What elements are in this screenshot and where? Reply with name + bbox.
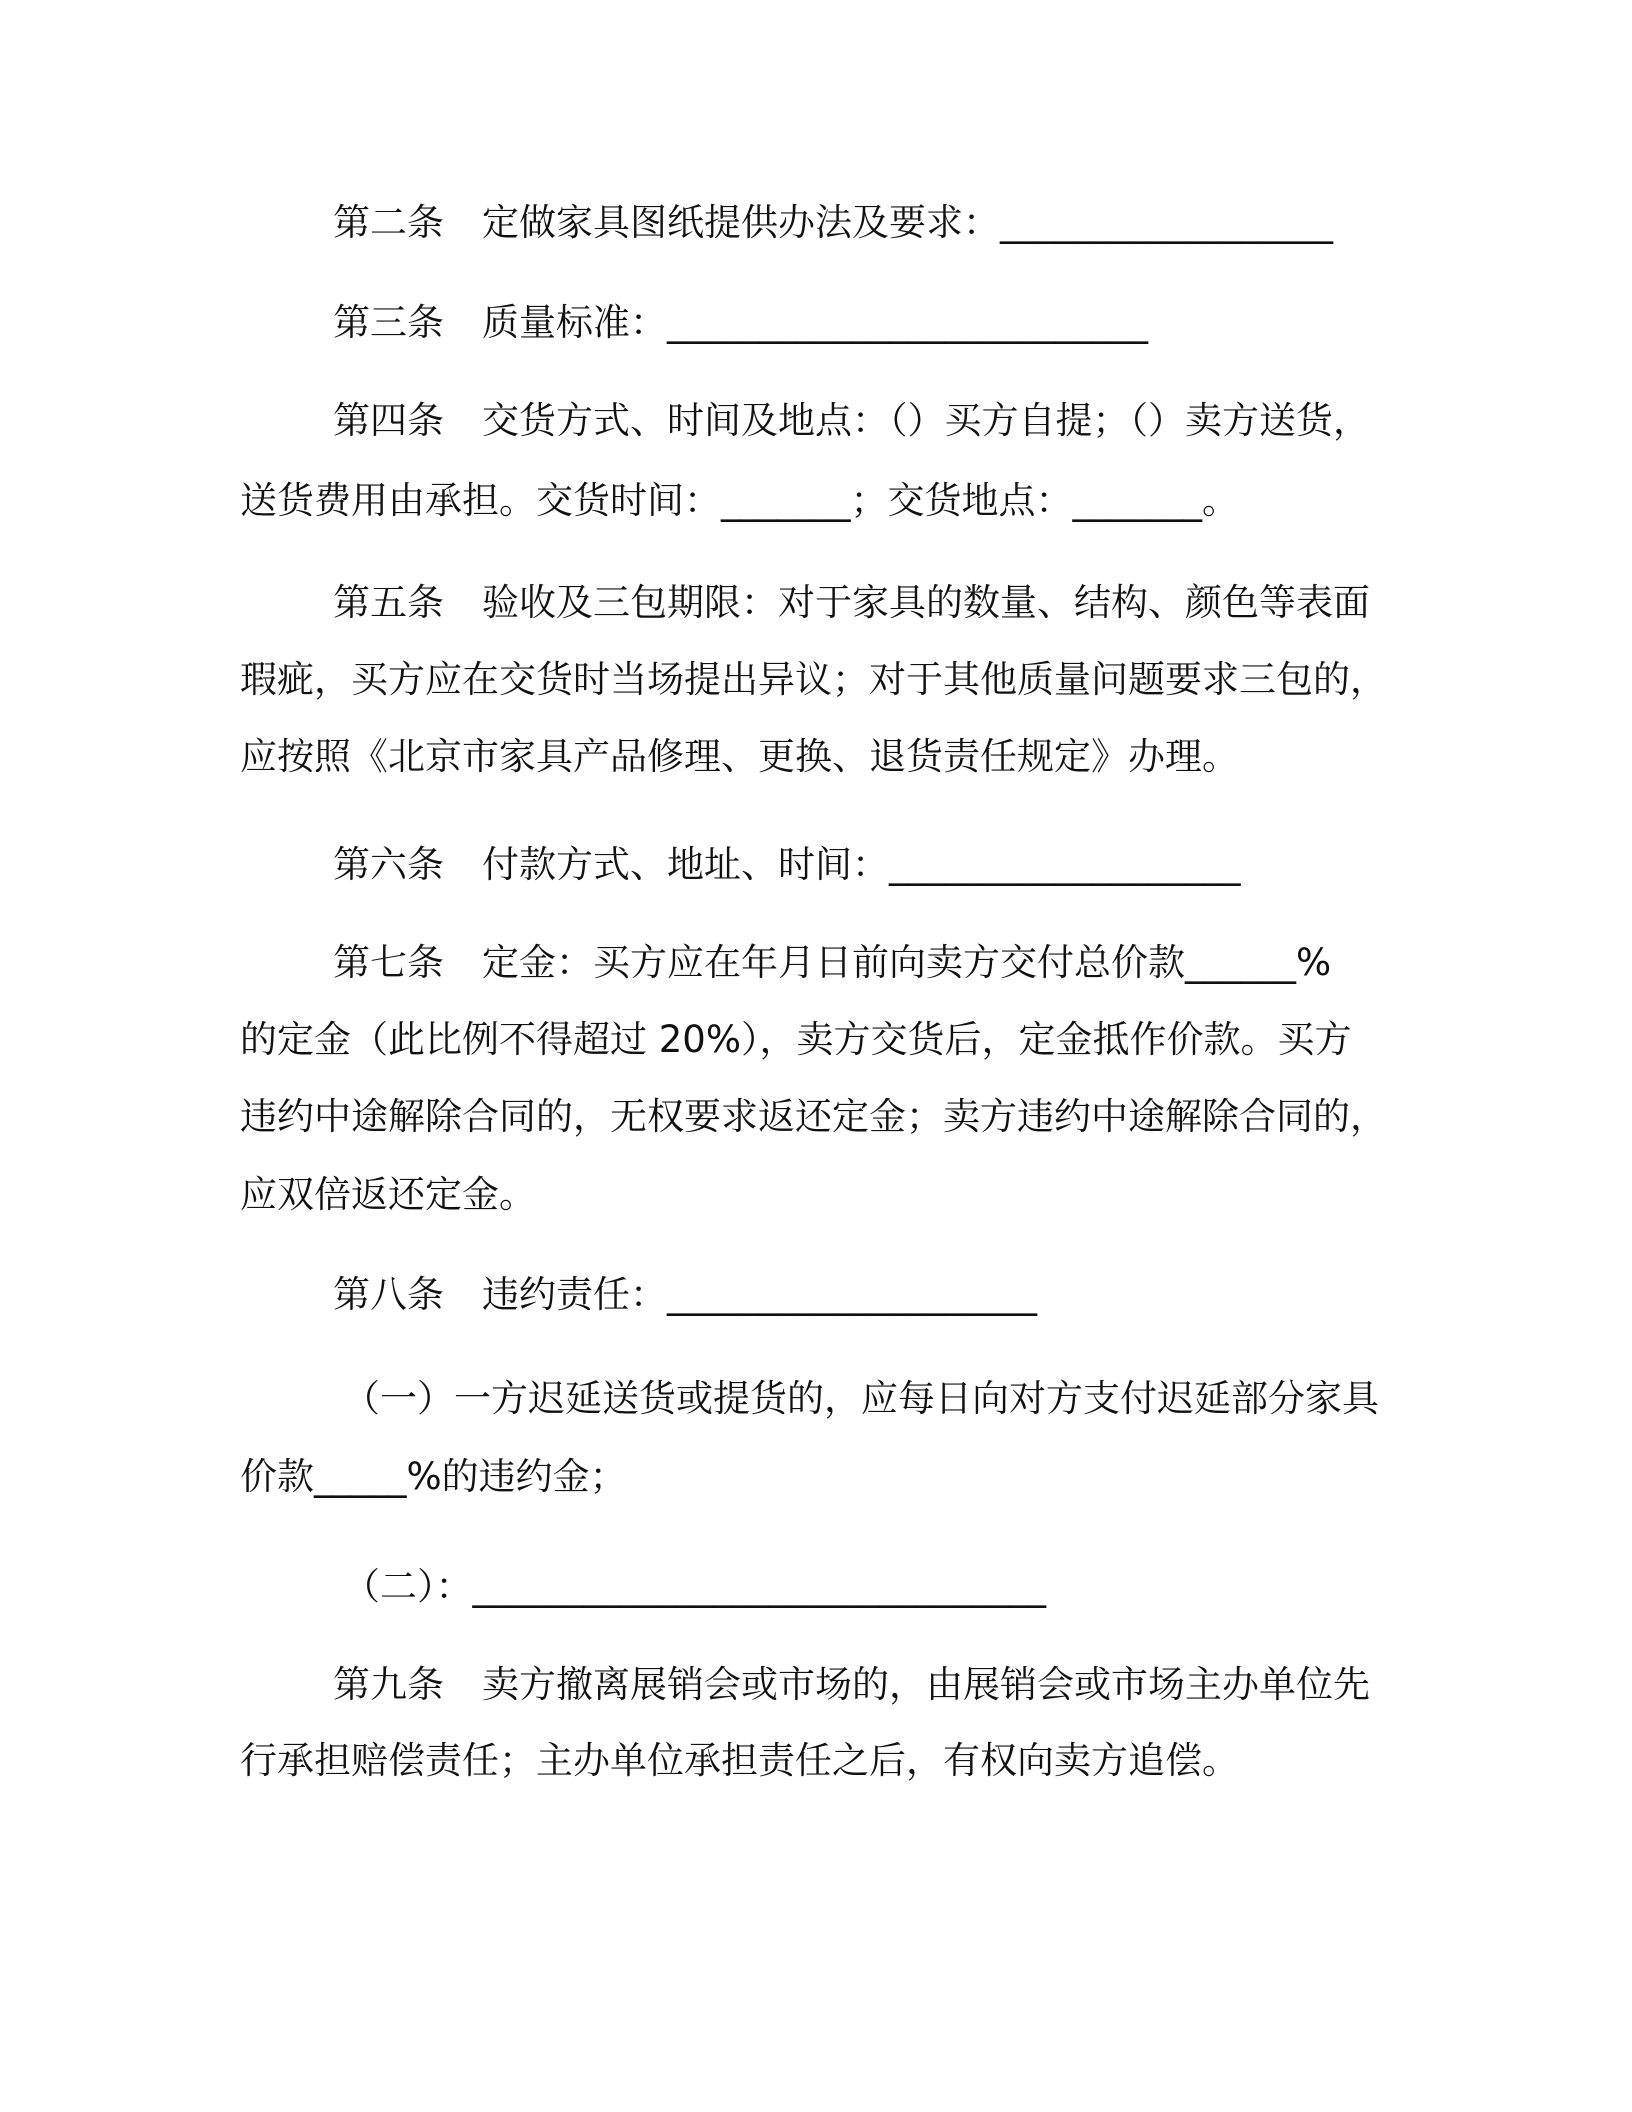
clause-8-2: （二）：_______________________________: [343, 1565, 1046, 1608]
article-heading: 第八条: [333, 1273, 444, 1316]
article-5-line-3: 应按照《北京市家具产品修理、更换、退货责任规定》办理。: [240, 735, 1239, 778]
article-8: [333, 1269, 1037, 1321]
article-text: 交货方式、时间及地点：（）买方自提；（）卖方送货，: [482, 399, 1370, 442]
article-text: 付款方式、地址、时间：___________________: [482, 843, 1241, 886]
article-text: 卖方撤离展销会或市场的，由展销会或市场主办单位先: [482, 1663, 1370, 1706]
article-7-line-4: 应双倍返还定金。: [240, 1173, 536, 1216]
article-text: 定做家具图纸提供办法及要求：__________________: [482, 201, 1333, 244]
article-9: [333, 1659, 1370, 1711]
article-heading: 第二条: [333, 201, 444, 244]
article-heading: 第九条: [333, 1663, 444, 1706]
article-text: 质量标准：__________________________: [482, 301, 1148, 344]
article-7-line-3: 违约中途解除合同的，无权要求返还定金；卖方违约中途解除合同的，: [240, 1095, 1387, 1138]
article-9-line-2: 行承担赔偿责任；主办单位承担责任之后，有权向卖方追偿。: [240, 1739, 1239, 1782]
article-text: 违约责任：____________________: [482, 1273, 1037, 1316]
article-3: [333, 297, 1148, 349]
article-5: [333, 577, 1370, 629]
article-5-line-2: 瑕疵，买方应在交货时当场提出异议；对于其他质量问题要求三包的，: [240, 658, 1387, 701]
article-heading: 第四条: [333, 399, 444, 442]
article-6: [333, 839, 1241, 891]
clause-8-1: （一）一方迟延送货或提货的，应每日向对方支付迟延部分家具: [343, 1377, 1379, 1420]
article-4: [333, 395, 1370, 447]
article-7-line-2: 的定金（此比例不得超过 20%），卖方交货后，定金抵作价款。买方: [240, 1018, 1352, 1061]
article-text: 定金：买方应在年月日前向卖方交付总价款______%: [482, 941, 1332, 984]
article-heading: 第三条: [333, 301, 444, 344]
article-text: 验收及三包期限：对于家具的数量、结构、颜色等表面: [482, 581, 1370, 624]
article-7: [333, 937, 1331, 989]
article-heading: 第六条: [333, 843, 444, 886]
article-2: [333, 197, 1333, 249]
article-heading: 第五条: [333, 581, 444, 624]
article-heading: 第七条: [333, 941, 444, 984]
clause-8-1-line-2: 价款_____%的违约金；: [240, 1455, 627, 1498]
article-4-line-2: 送货费用由承担。交货时间：_______；交货地点：_______。: [240, 479, 1239, 522]
